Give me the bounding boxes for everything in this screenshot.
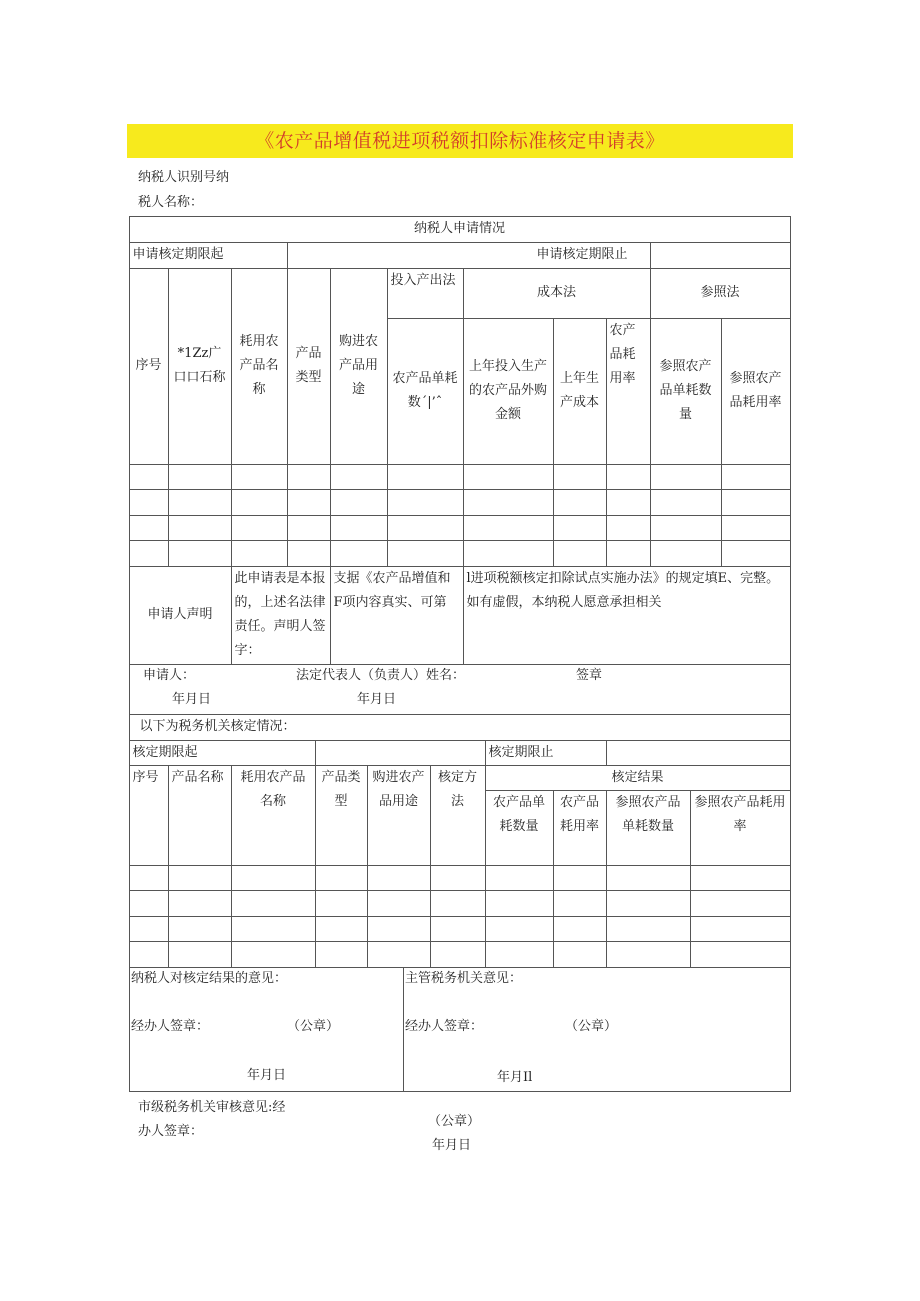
application-data-cell[interactable] [553, 489, 607, 516]
application-data-cell[interactable] [231, 489, 288, 516]
review-data-cell[interactable] [690, 941, 791, 968]
review-data-cell[interactable] [168, 916, 232, 943]
review-header-consumed-name: 耗用农产品名称 [231, 765, 316, 866]
application-data-cell[interactable] [287, 489, 331, 516]
review-data-cell[interactable] [485, 941, 554, 968]
header-product-name: *1Zz广口口石称 [168, 268, 232, 465]
application-data-cell[interactable] [553, 540, 607, 567]
header-ref-rate: 参照农产品耗用率 [721, 318, 791, 465]
application-data-cell[interactable] [721, 464, 791, 491]
review-period-end-value[interactable] [606, 740, 791, 766]
review-header-result: 核定结果 [485, 765, 791, 791]
legal-rep-label: 法定代表人（负责人）姓名： [296, 668, 466, 683]
application-data-cell[interactable] [721, 540, 791, 567]
application-data-cell[interactable] [129, 515, 169, 542]
period-end-label: 申请核定期限止 [287, 242, 651, 269]
review-data-cell[interactable] [690, 916, 791, 943]
application-data-cell[interactable] [330, 489, 388, 516]
review-data-cell[interactable] [606, 941, 691, 968]
review-data-cell[interactable] [129, 865, 169, 892]
application-data-cell[interactable] [650, 489, 722, 516]
application-data-cell[interactable] [287, 464, 331, 491]
application-data-cell[interactable] [287, 540, 331, 567]
review-header-method: 核定方法 [430, 765, 486, 866]
review-header-product-type: 产品类型 [315, 765, 368, 866]
review-data-cell[interactable] [315, 941, 368, 968]
review-header-unit-consumption: 农产品单耗数量 [485, 790, 554, 866]
application-data-cell[interactable] [553, 464, 607, 491]
application-data-cell[interactable] [463, 489, 554, 516]
review-header-consumption-rate: 农产品耗用率 [553, 790, 607, 866]
legal-rep-date: 年月日 [357, 692, 397, 707]
handler-sign-left: 经办人签章： [131, 1019, 210, 1034]
review-header-product-name: 产品名称 [168, 765, 232, 866]
application-data-cell[interactable] [231, 515, 288, 542]
application-data-cell[interactable] [168, 540, 232, 567]
application-data-cell[interactable] [553, 515, 607, 542]
declaration-text-3: l进项税额核定扣除试点实施办法》的规定填E、完整。如有虚假，本纳税人愿意承担相关 [463, 566, 791, 665]
review-data-cell[interactable] [168, 865, 232, 892]
review-data-cell[interactable] [367, 865, 431, 892]
review-data-cell[interactable] [367, 916, 431, 943]
review-data-cell[interactable] [168, 890, 232, 917]
application-section-title: 纳税人申请情况 [129, 216, 791, 243]
application-data-cell[interactable] [606, 540, 651, 567]
application-data-cell[interactable] [606, 464, 651, 491]
application-data-cell[interactable] [387, 515, 464, 542]
review-data-cell[interactable] [231, 941, 316, 968]
application-data-cell[interactable] [606, 515, 651, 542]
form-title: 《农产品增值税进项税额扣除标准核定申请表》 [127, 124, 793, 158]
review-data-cell[interactable] [367, 890, 431, 917]
seal-label: 签章 [576, 668, 603, 683]
city-date: 年月日 [432, 1138, 472, 1153]
applicant-date: 年月日 [172, 692, 212, 707]
header-ref-unit-consumption: 参照农产品单耗数量 [650, 318, 722, 465]
review-data-cell[interactable] [430, 865, 486, 892]
application-data-cell[interactable] [650, 515, 722, 542]
review-period-start-label: 核定期限起 [129, 740, 316, 766]
review-data-cell[interactable] [553, 941, 607, 968]
review-data-cell[interactable] [430, 941, 486, 968]
review-data-cell[interactable] [315, 916, 368, 943]
header-seq: 序号 [129, 268, 169, 465]
declaration-label: 申请人声明 [129, 566, 232, 665]
review-data-cell[interactable] [315, 890, 368, 917]
date-right: 年月Il [497, 1070, 533, 1085]
review-data-cell[interactable] [168, 941, 232, 968]
taxpayer-opinion-label: 纳税人对核定结果的意见： [131, 971, 288, 986]
review-section-title: 以下为税务机关核定情况： [129, 714, 791, 741]
application-data-cell[interactable] [287, 515, 331, 542]
seal-left: （公章） [287, 1019, 340, 1034]
period-start-label: 申请核定期限起 [129, 242, 288, 269]
application-data-cell[interactable] [463, 540, 554, 567]
application-data-cell[interactable] [387, 540, 464, 567]
review-data-cell[interactable] [606, 890, 691, 917]
review-data-cell[interactable] [690, 890, 791, 917]
city-opinion-label: 市级税务机关审核意见:经 [138, 1100, 286, 1115]
review-data-cell[interactable] [231, 865, 316, 892]
application-data-cell[interactable] [387, 464, 464, 491]
application-data-cell[interactable] [168, 489, 232, 516]
header-consumed-name: 耗用农产品名称 [231, 268, 288, 465]
review-data-cell[interactable] [485, 890, 554, 917]
city-seal: （公章） [428, 1114, 481, 1129]
application-data-cell[interactable] [231, 464, 288, 491]
header-product-type: 产品类型 [287, 268, 331, 465]
application-data-cell[interactable] [330, 540, 388, 567]
review-data-cell[interactable] [430, 890, 486, 917]
period-end-value[interactable] [650, 242, 791, 269]
application-data-cell[interactable] [387, 489, 464, 516]
handler-sign-right: 经办人签章： [405, 1019, 484, 1034]
review-data-cell[interactable] [553, 865, 607, 892]
review-header-purchase-use: 购进农产品用途 [367, 765, 431, 866]
application-data-cell[interactable] [463, 464, 554, 491]
application-data-cell[interactable] [129, 540, 169, 567]
review-header-seq: 序号 [129, 765, 169, 866]
application-data-cell[interactable] [168, 515, 232, 542]
declaration-text-2: 支据《农产品增值和F项内容真实、可第 [330, 566, 464, 665]
city-handler-sign: 办人签章： [138, 1124, 204, 1139]
header-consumption-rate: 农产品耗用率 [606, 318, 651, 465]
application-data-cell[interactable] [650, 464, 722, 491]
review-header-ref-rate: 参照农产品耗用率 [690, 790, 791, 866]
taxpayer-name-label: 税人名称： [138, 195, 204, 210]
review-period-end-label: 核定期限止 [485, 740, 607, 766]
review-data-cell[interactable] [129, 916, 169, 943]
application-data-cell[interactable] [168, 464, 232, 491]
header-reference-method: 参照法 [650, 268, 791, 319]
review-data-cell[interactable] [430, 916, 486, 943]
review-data-cell[interactable] [606, 916, 691, 943]
header-last-year-purchase: 上年投入生产的农产品外购金额 [463, 318, 554, 465]
review-data-cell[interactable] [315, 865, 368, 892]
application-data-cell[interactable] [606, 489, 651, 516]
review-data-cell[interactable] [553, 916, 607, 943]
review-data-cell[interactable] [485, 916, 554, 943]
review-data-cell[interactable] [231, 916, 316, 943]
taxpayer-id-label: 纳税人识别号纳 [138, 170, 230, 185]
seal-right: （公章） [565, 1019, 618, 1034]
review-data-cell[interactable] [367, 941, 431, 968]
application-data-cell[interactable] [463, 515, 554, 542]
application-data-cell[interactable] [330, 464, 388, 491]
header-purchase-use: 购进农产品用途 [330, 268, 388, 465]
review-period-start-value[interactable] [315, 740, 486, 766]
date-left: 年月日 [247, 1068, 287, 1083]
header-unit-consumption: 农产品单耗数ˊ|’ˆ [387, 318, 464, 465]
review-data-cell[interactable] [129, 941, 169, 968]
review-data-cell[interactable] [606, 865, 691, 892]
header-io-method: 投入产出法 [387, 268, 464, 319]
application-data-cell[interactable] [231, 540, 288, 567]
review-header-ref-unit-consumption: 参照农产品单耗数量 [606, 790, 691, 866]
application-data-cell[interactable] [721, 489, 791, 516]
header-cost-method: 成本法 [463, 268, 651, 319]
authority-opinion-label: 主管税务机关意见： [405, 971, 523, 986]
application-data-cell[interactable] [129, 464, 169, 491]
declaration-text-1: 此申请表是本报的，上述名法律责任。声明人签字： [231, 566, 331, 665]
review-data-cell[interactable] [690, 865, 791, 892]
applicant-label: 申请人： [143, 668, 196, 683]
application-data-cell[interactable] [330, 515, 388, 542]
review-data-cell[interactable] [485, 865, 554, 892]
review-data-cell[interactable] [553, 890, 607, 917]
application-data-cell[interactable] [721, 515, 791, 542]
review-data-cell[interactable] [129, 890, 169, 917]
review-data-cell[interactable] [231, 890, 316, 917]
application-data-cell[interactable] [650, 540, 722, 567]
header-last-year-cost: 上年生产成本 [553, 318, 607, 465]
application-data-cell[interactable] [129, 489, 169, 516]
